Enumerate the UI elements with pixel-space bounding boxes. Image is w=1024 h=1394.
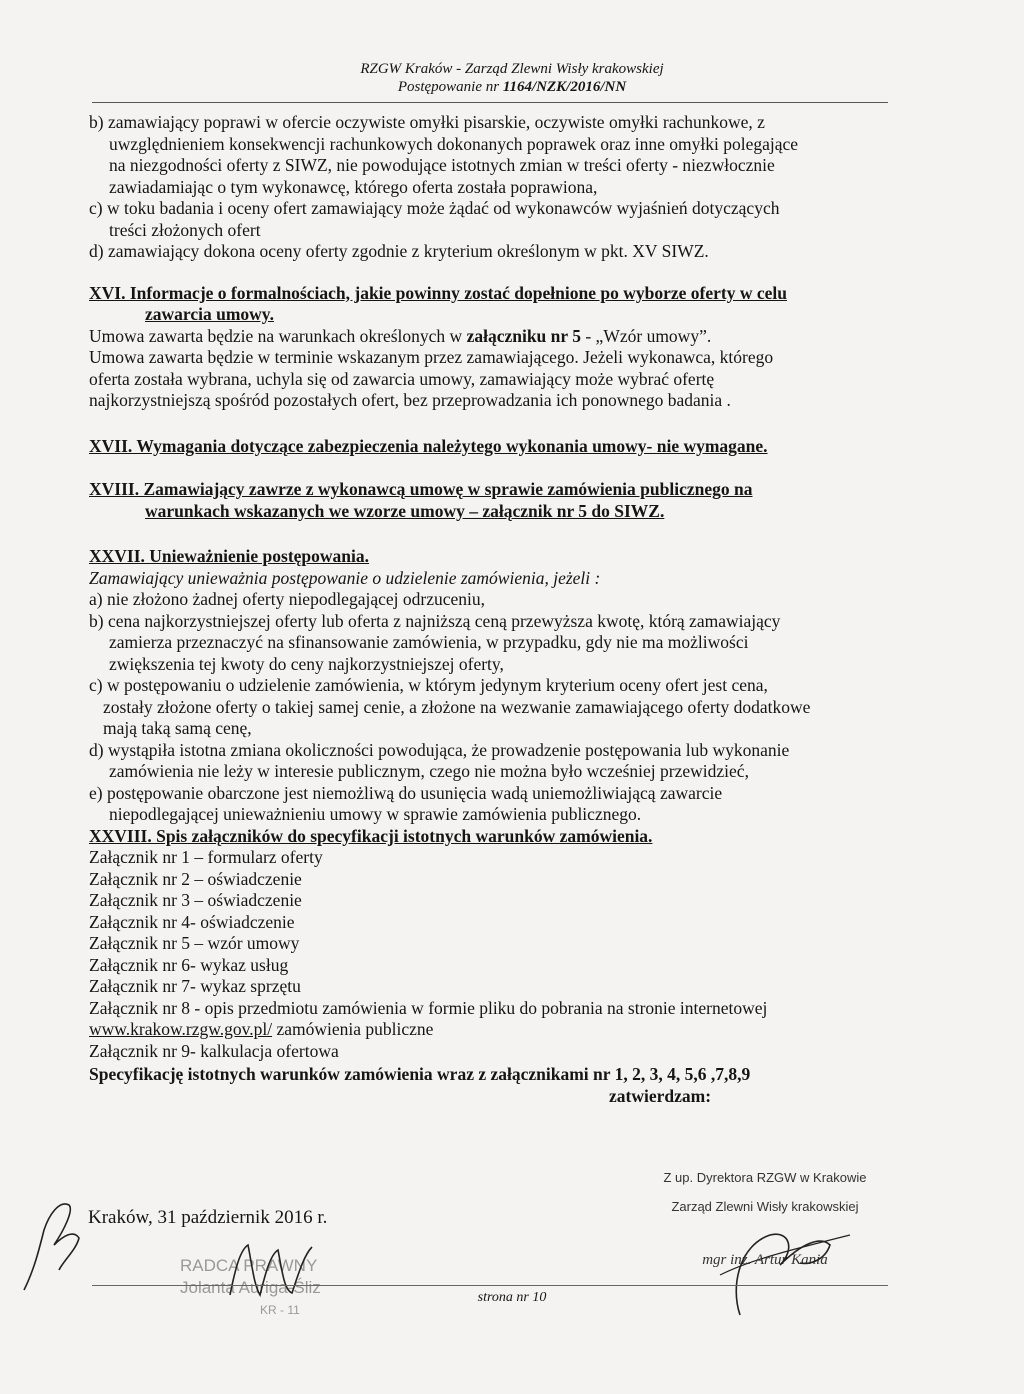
page-number: strona nr 10 — [477, 1290, 547, 1305]
attachment-item: Załącznik nr 9- kalkulacja ofertowa — [89, 1040, 339, 1061]
header-case-number: Postępowanie nr 1164/NZK/2016/NN — [397, 79, 627, 95]
paragraph-line: na niezgodności oferty z SIWZ, nie powodujące istotnych zmian w treści oferty - niezwłocznie — [109, 155, 775, 175]
approval-word: zatwierdzam: — [609, 1085, 712, 1106]
section-xvii-title: XVII. Wymagania dotyczące zabezpieczenia należytego wykonania umowy- nie wymagane. — [89, 435, 768, 456]
header-title: RZGW Kraków - Zarząd Zlewni Wisły krakowskiej — [360, 61, 664, 77]
stamp-name: Jolanta Auriga-Śliz — [180, 1278, 321, 1297]
section-xvi-line: Umowa zawarta będzie na warunkach określonych w załączniku nr 5 - „Wzór umowy”. — [89, 325, 712, 346]
attachment-item: Załącznik nr 1 – formularz oferty — [89, 847, 323, 867]
website-link[interactable]: www.krakow.rzgw.gov.pl/ — [89, 1019, 273, 1039]
stamp-office: Zarząd Zlewni Wisły krakowskiej — [671, 1199, 859, 1214]
section-xxvii-line: zamierza przeznaczyć na sfinansowanie zamówienia, w przypadku, gdy nie ma możliwości — [109, 632, 749, 652]
section-xxvii-line: niepodlegającej unieważnieniu umowy w sprawie zamówienia publicznego. — [109, 804, 642, 824]
stamp-authority: Z up. Dyrektora RZGW w Krakowie — [663, 1170, 867, 1185]
place-and-date: Kraków, 31 październik 2016 r. — [88, 1207, 328, 1228]
section-xxvii-line: zwiększenia tej kwoty do ceny najkorzystniejszej oferty, — [109, 653, 504, 674]
section-xvi-line: najkorzystniejszą spośród pozostałych ofert, bez przeprowadzania ich ponownego badania . — [89, 390, 731, 410]
section-xxvii-line: mają taką samą cenę, — [103, 718, 252, 738]
attachment-item: Załącznik nr 8 - opis przedmiotu zamówienia w formie pliku do pobrania na stronie internetowej — [89, 997, 768, 1018]
section-xxvii-title: XXVII. Unieważnienie postępowania. — [89, 546, 370, 566]
paragraph-line: uwzględnieniem konsekwencji rachunkowych dokonanych poprawek oraz inne omyłki polegające — [109, 133, 799, 154]
page-header — [0, 60, 1024, 96]
section-xvi-line: Umowa zawarta będzie w terminie wskazanym przez zamawiającego. Jeżeli wykonawca, którego — [89, 347, 774, 367]
header-rule — [92, 102, 888, 103]
section-xvi-title: XVI. Informacje o formalnościach, jakie powinny zostać dopełnione po wyborze oferty w celu zawarcia umowy. — [89, 282, 787, 324]
attachment-item: Załącznik nr 3 – oświadczenie — [89, 890, 302, 910]
section-xviii-title: XVIII. Zamawiający zawrze z wykonawcą umowę w sprawie zamówienia publicznego na warunkach wskazanych we wzorze umowy – załącznik nr 5 do SIWZ. — [89, 479, 753, 521]
section-xxvii-line: b) cena najkorzystniejszej oferty lub oferta z najniższą ceną przewyższa kwotę, którą zamawiający — [89, 610, 781, 631]
paragraph-line: zawiadamiając o tym wykonawcę, którego oferta została poprawiona, — [109, 176, 598, 197]
section-xxvii-line: zostały złożone oferty o takiej samej cenie, a złożone na wezwanie zamawiającego oferty dodatkowe — [103, 696, 811, 717]
footer-rule — [92, 1285, 888, 1286]
stamp-signatory: mgr inż. Artur Kania — [702, 1252, 828, 1268]
document-body — [89, 112, 909, 1107]
section-xxvii-line: d) wystąpiła istotna zmiana okoliczności powodująca, że prowadzenie postępowania lub wykonanie — [89, 739, 790, 760]
paragraph-line: b) zamawiający poprawi w ofercie oczywiste omyłki pisarskie, oczywiste omyłki rachunkowe, z — [89, 112, 765, 132]
handwritten-signature-left — [14, 1190, 94, 1300]
stamp-title: RADCA PRAWNY — [180, 1256, 318, 1275]
section-xxvii-intro: Zamawiający unieważnia postępowanie o udzielenie zamówienia, jeżeli : — [89, 567, 601, 588]
stamp-number: KR - 11 — [260, 1303, 300, 1317]
attachment-item: Załącznik nr 4- oświadczenie — [89, 911, 295, 932]
section-xxvii-line: e) postępowanie obarczone jest niemożliwą do usunięcia wadą uniemożliwiającą zawarcie — [89, 782, 723, 803]
section-xxvii-line: c) w postępowaniu o udzielenie zamówienia, w którym jedynym kryterium oceny ofert jest cena, — [89, 675, 768, 695]
section-xvi-line: oferta została wybrana, uchyla się od zawarcia umowy, zamawiający może wybrać ofertę — [89, 368, 715, 389]
handwritten-signature-right — [700, 1205, 880, 1325]
attachment-item: Załącznik nr 7- wykaz sprzętu — [89, 976, 301, 996]
section-xxvii-line: a) nie złożono żadnej oferty niepodlegającej odrzuceniu, — [89, 589, 485, 609]
section-xxvii-line: zamówienia nie leży w interesie publicznym, czego nie można było wcześniej przewidzieć, — [109, 761, 749, 781]
attachment-item: Załącznik nr 5 – wzór umowy — [89, 933, 300, 953]
attachment-item: Załącznik nr 6- wykaz usług — [89, 954, 289, 975]
approval-statement: Specyfikację istotnych warunków zamówienia wraz z załącznikami nr 1, 2, 3, 4, 5,6 ,7,8,9 — [89, 1064, 751, 1084]
paragraph-line: treści złożonych ofert — [109, 219, 261, 240]
paragraph-line: c) w toku badania i oceny ofert zamawiający może żądać od wykonawców wyjaśnień dotyczących — [89, 198, 780, 218]
attachment-link-line: www.krakow.rzgw.gov.pl/ zamówienia publiczne — [89, 1019, 434, 1039]
attachment-item: Załącznik nr 2 – oświadczenie — [89, 868, 302, 889]
paragraph-line: d) zamawiający dokona oceny oferty zgodnie z kryterium określonym w pkt. XV SIWZ. — [89, 241, 709, 261]
section-xxviii-title: XXVIII. Spis załączników do specyfikacji istotnych warunków zamówienia. — [89, 825, 653, 846]
